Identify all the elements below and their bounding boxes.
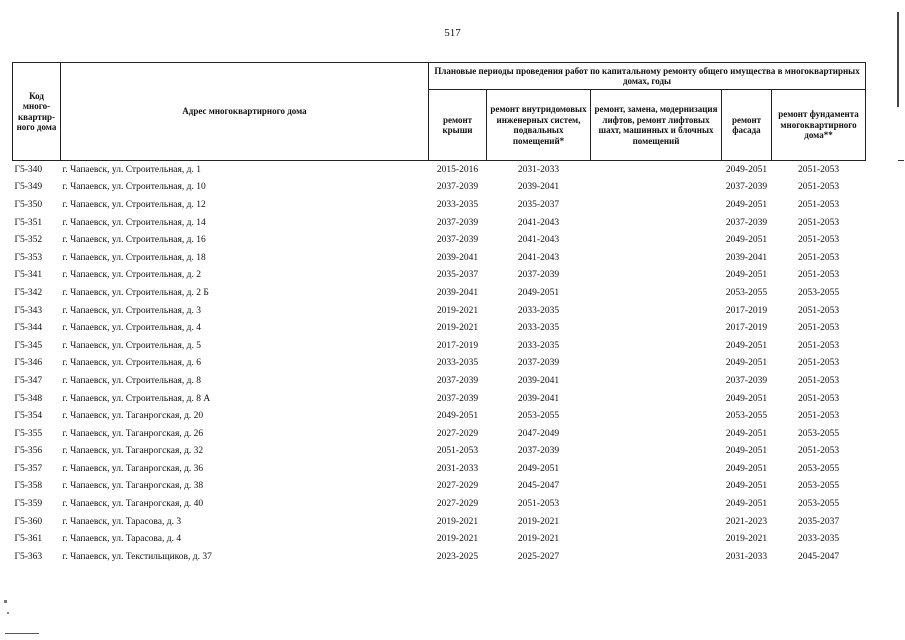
cell-foundation: 2053-2055	[797, 499, 840, 510]
cell-elevators	[591, 196, 722, 214]
cell-code: Г5-356	[14, 446, 43, 457]
table-row	[13, 530, 866, 548]
table-row	[13, 390, 866, 408]
table-row	[13, 372, 866, 390]
cell-roof: 2051-2053	[436, 446, 479, 457]
cell-address: г. Чапаевск, ул. Строительная, д. 10	[62, 182, 206, 193]
cell-elevators	[591, 443, 722, 461]
cell-foundation: 2053-2055	[797, 287, 840, 298]
cell-systems: 2033-2035	[517, 340, 560, 351]
cell-facade: 2049-2051	[725, 463, 768, 474]
cell-elevators	[591, 460, 722, 478]
cell-elevators	[591, 355, 722, 373]
cell-code: Г5-361	[14, 534, 43, 545]
cell-systems: 2033-2035	[517, 323, 560, 334]
cell-foundation: 2051-2053	[797, 446, 840, 457]
cell-roof: 2035-2037	[436, 270, 479, 281]
cell-elevators	[591, 425, 722, 443]
cell-elevators	[591, 390, 722, 408]
table-row	[13, 337, 866, 355]
table-row	[13, 513, 866, 531]
cell-elevators	[591, 372, 722, 390]
cell-systems: 2047-2049	[517, 428, 560, 439]
cell-systems: 2053-2055	[517, 411, 560, 422]
cell-roof: 2033-2035	[436, 199, 479, 210]
cell-elevators	[591, 302, 722, 320]
table-row	[13, 231, 866, 249]
cell-elevators	[591, 179, 722, 197]
table-row	[13, 249, 866, 267]
table-row	[13, 161, 866, 179]
cell-systems: 2039-2041	[517, 182, 560, 193]
cell-systems: 2049-2051	[517, 463, 560, 474]
cell-address: г. Чапаевск, ул. Строительная, д. 1	[61, 161, 429, 179]
table-row	[13, 495, 866, 513]
cell-foundation: 2051-2053	[797, 199, 840, 210]
cell-address: г. Чапаевск, ул. Таганрогская, д. 26	[62, 428, 204, 439]
cell-systems: 2025-2027	[517, 551, 560, 562]
cell-roof: 2037-2039	[436, 235, 479, 246]
cell-systems: 2041-2043	[517, 252, 560, 263]
table-header	[13, 63, 866, 161]
scan-edge-mark	[897, 12, 899, 107]
cell-foundation: 2051-2053	[797, 375, 840, 386]
header-roof: ремонт крыши	[429, 90, 487, 161]
cell-foundation: 2051-2053	[797, 252, 840, 263]
cell-address: г. Чапаевск, ул. Строительная, д. 18	[62, 252, 206, 263]
cell-facade: 2021-2023	[725, 516, 768, 527]
cell-facade: 2049-2051	[722, 161, 772, 179]
cell-code: Г5-343	[14, 305, 43, 316]
cell-elevators	[591, 161, 722, 179]
cell-foundation: 2033-2035	[797, 534, 840, 545]
table-row	[13, 425, 866, 443]
cell-elevators	[591, 513, 722, 531]
cell-code: Г5-353	[14, 252, 43, 263]
capital-repair-table	[12, 62, 866, 566]
cell-elevators	[591, 214, 722, 232]
cell-foundation: 2051-2053	[797, 270, 840, 281]
cell-roof: 2037-2039	[436, 182, 479, 193]
cell-roof: 2027-2029	[436, 428, 479, 439]
header-foundation: ремонт фундамента многоквартирного дома**	[772, 90, 866, 161]
cell-elevators	[591, 495, 722, 513]
cell-address: г. Чапаевск, ул. Строительная, д. 12	[62, 199, 206, 210]
cell-address: г. Чапаевск, ул. Тарасова, д. 4	[62, 534, 182, 545]
cell-address: г. Чапаевск, ул. Таганрогская, д. 38	[62, 481, 204, 492]
table-row	[13, 302, 866, 320]
cell-code: Г5-340	[13, 161, 61, 179]
cell-facade: 2049-2051	[725, 270, 768, 281]
cell-foundation: 2053-2055	[797, 463, 840, 474]
cell-roof: 2017-2019	[436, 340, 479, 351]
cell-roof: 2019-2021	[436, 305, 479, 316]
table-row	[13, 284, 866, 302]
cell-address: г. Чапаевск, ул. Строительная, д. 16	[62, 235, 206, 246]
cell-foundation: 2051-2053	[797, 340, 840, 351]
cell-code: Г5-363	[14, 551, 43, 562]
cell-roof: 2023-2025	[436, 551, 479, 562]
cell-foundation: 2051-2053	[797, 182, 840, 193]
cell-roof: 2027-2029	[436, 499, 479, 510]
table-body	[13, 161, 866, 566]
cell-address: г. Чапаевск, ул. Текстильщиков, д. 37	[62, 551, 212, 562]
cell-foundation: 2051-2053	[797, 305, 840, 316]
cell-foundation: 2053-2055	[797, 481, 840, 492]
cell-systems: 2031-2033	[487, 161, 591, 179]
cell-address: г. Чапаевск, ул. Тарасова, д. 3	[62, 516, 182, 527]
cell-foundation: 2045-2047	[797, 551, 840, 562]
cell-roof: 2027-2029	[436, 481, 479, 492]
cell-address: г. Чапаевск, ул. Строительная, д. 8	[62, 375, 201, 386]
cell-elevators	[591, 548, 722, 566]
scan-speck	[4, 600, 7, 603]
cell-code: Г5-348	[14, 393, 43, 404]
header-facade: ремонт фасада	[722, 90, 772, 161]
cell-facade: 2053-2055	[725, 411, 768, 422]
cell-systems: 2051-2053	[517, 499, 560, 510]
cell-address: г. Чапаевск, ул. Строительная, д. 14	[62, 217, 206, 228]
cell-address: г. Чапаевск, ул. Строительная, д. 3	[62, 305, 201, 316]
cell-roof: 2039-2041	[436, 287, 479, 298]
cell-elevators	[591, 284, 722, 302]
cell-code: Г5-344	[14, 323, 43, 334]
table-row	[13, 214, 866, 232]
cell-facade: 2049-2051	[725, 428, 768, 439]
cell-foundation: 2051-2053	[797, 411, 840, 422]
scan-speck	[7, 612, 9, 614]
cell-code: Г5-360	[14, 516, 43, 527]
cell-code: Г5-341	[14, 270, 43, 281]
cell-elevators	[591, 478, 722, 496]
table-row	[13, 267, 866, 285]
cell-systems: 2019-2021	[517, 516, 560, 527]
cell-code: Г5-352	[14, 235, 43, 246]
cell-code: Г5-358	[14, 481, 43, 492]
cell-elevators	[591, 319, 722, 337]
cell-facade: 2037-2039	[725, 217, 768, 228]
cell-foundation: 2051-2053	[772, 161, 866, 179]
cell-facade: 2049-2051	[725, 235, 768, 246]
cell-roof: 2019-2021	[436, 516, 479, 527]
cell-address: г. Чапаевск, ул. Строительная, д. 5	[62, 340, 201, 351]
cell-foundation: 2051-2053	[797, 323, 840, 334]
header-elevators: ремонт, замена, модернизация лифтов, ремонт лифтовых шахт, машинных и блочных помещений	[591, 90, 722, 161]
cell-systems: 2037-2039	[517, 358, 560, 369]
cell-roof: 2037-2039	[436, 393, 479, 404]
cell-facade: 2049-2051	[725, 340, 768, 351]
cell-roof: 2031-2033	[436, 463, 479, 474]
cell-code: Г5-355	[14, 428, 43, 439]
cell-facade: 2037-2039	[725, 182, 768, 193]
cell-elevators	[591, 231, 722, 249]
cell-foundation: 2051-2053	[797, 393, 840, 404]
cell-code: Г5-357	[14, 463, 43, 474]
cell-systems: 2041-2043	[517, 235, 560, 246]
cell-roof: 2037-2039	[436, 217, 479, 228]
cell-systems: 2035-2037	[517, 199, 560, 210]
cell-address: г. Чапаевск, ул. Таганрогская, д. 40	[62, 499, 204, 510]
cell-systems: 2019-2021	[517, 534, 560, 545]
cell-facade: 2017-2019	[725, 305, 768, 316]
page-number: 517	[444, 27, 461, 39]
table-row	[13, 355, 866, 373]
cell-address: г. Чапаевск, ул. Строительная, д. 2	[62, 270, 201, 281]
cell-facade: 2049-2051	[725, 499, 768, 510]
cell-roof: 2039-2041	[436, 252, 479, 263]
cell-address: г. Чапаевск, ул. Таганрогская, д. 36	[62, 463, 204, 474]
cell-roof: 2019-2021	[436, 323, 479, 334]
cell-code: Г5-347	[14, 375, 43, 386]
header-periods: Плановые периоды проведения работ по капитальному ремонту общего имущества в многоквартирных домах, годы	[429, 63, 866, 90]
cell-systems: 2033-2035	[517, 305, 560, 316]
cell-code: Г5-349	[14, 182, 43, 193]
table-row	[13, 460, 866, 478]
cell-elevators	[591, 267, 722, 285]
cell-systems: 2039-2041	[517, 393, 560, 404]
cell-elevators	[591, 407, 722, 425]
cell-address: г. Чапаевск, ул. Строительная, д. 8 А	[62, 393, 211, 404]
cell-facade: 2049-2051	[725, 358, 768, 369]
cell-address: г. Чапаевск, ул. Таганрогская, д. 32	[62, 446, 204, 457]
cell-code: Г5-350	[14, 199, 43, 210]
cell-systems: 2037-2039	[517, 270, 560, 281]
table-row	[13, 179, 866, 197]
cell-facade: 2039-2041	[725, 252, 768, 263]
cell-code: Г5-351	[14, 217, 43, 228]
table-row	[13, 548, 866, 566]
table-row	[13, 319, 866, 337]
cell-code: Г5-354	[14, 411, 43, 422]
cell-code: Г5-342	[14, 287, 43, 298]
cell-facade: 2049-2051	[725, 446, 768, 457]
cell-elevators	[591, 337, 722, 355]
cell-foundation: 2051-2053	[797, 358, 840, 369]
cell-facade: 2037-2039	[725, 375, 768, 386]
header-code: Код много-квартир-ного дома	[13, 63, 61, 161]
cell-code: Г5-346	[14, 358, 43, 369]
cell-facade: 2019-2021	[725, 534, 768, 545]
cell-facade: 2049-2051	[725, 199, 768, 210]
cell-elevators	[591, 249, 722, 267]
cell-facade: 2049-2051	[725, 393, 768, 404]
cell-code: Г5-345	[14, 340, 43, 351]
cell-roof: 2049-2051	[436, 411, 479, 422]
cell-address: г. Чапаевск, ул. Строительная, д. 4	[62, 323, 201, 334]
cell-facade: 2049-2051	[725, 481, 768, 492]
scan-tick-mark	[898, 160, 904, 161]
cell-systems: 2049-2051	[517, 287, 560, 298]
header-address: Адрес многоквартирного дома	[61, 63, 429, 161]
cell-roof: 2037-2039	[436, 375, 479, 386]
cell-foundation: 2051-2053	[797, 217, 840, 228]
cell-systems: 2039-2041	[517, 375, 560, 386]
cell-systems: 2037-2039	[517, 446, 560, 457]
table-row	[13, 196, 866, 214]
cell-foundation: 2053-2055	[797, 428, 840, 439]
cell-address: г. Чапаевск, ул. Таганрогская, д. 20	[62, 411, 204, 422]
cell-address: г. Чапаевск, ул. Строительная, д. 6	[62, 358, 201, 369]
cell-facade: 2017-2019	[725, 323, 768, 334]
cell-facade: 2031-2033	[725, 551, 768, 562]
cell-systems: 2045-2047	[517, 481, 560, 492]
cell-foundation: 2035-2037	[797, 516, 840, 527]
cell-address: г. Чапаевск, ул. Строительная, д. 2 Б	[62, 287, 209, 298]
table-row	[13, 443, 866, 461]
cell-roof: 2033-2035	[436, 358, 479, 369]
cell-roof: 2015-2016	[429, 161, 487, 179]
table-row	[13, 407, 866, 425]
cell-code: Г5-359	[14, 499, 43, 510]
cell-foundation: 2051-2053	[797, 235, 840, 246]
cell-roof: 2019-2021	[436, 534, 479, 545]
cell-facade: 2053-2055	[725, 287, 768, 298]
table-row	[13, 478, 866, 496]
cell-systems: 2041-2043	[517, 217, 560, 228]
footnote-rule	[5, 633, 39, 634]
cell-elevators	[591, 530, 722, 548]
header-systems: ремонт внутридомовых инженерных систем, подвальных помещений*	[487, 90, 591, 161]
